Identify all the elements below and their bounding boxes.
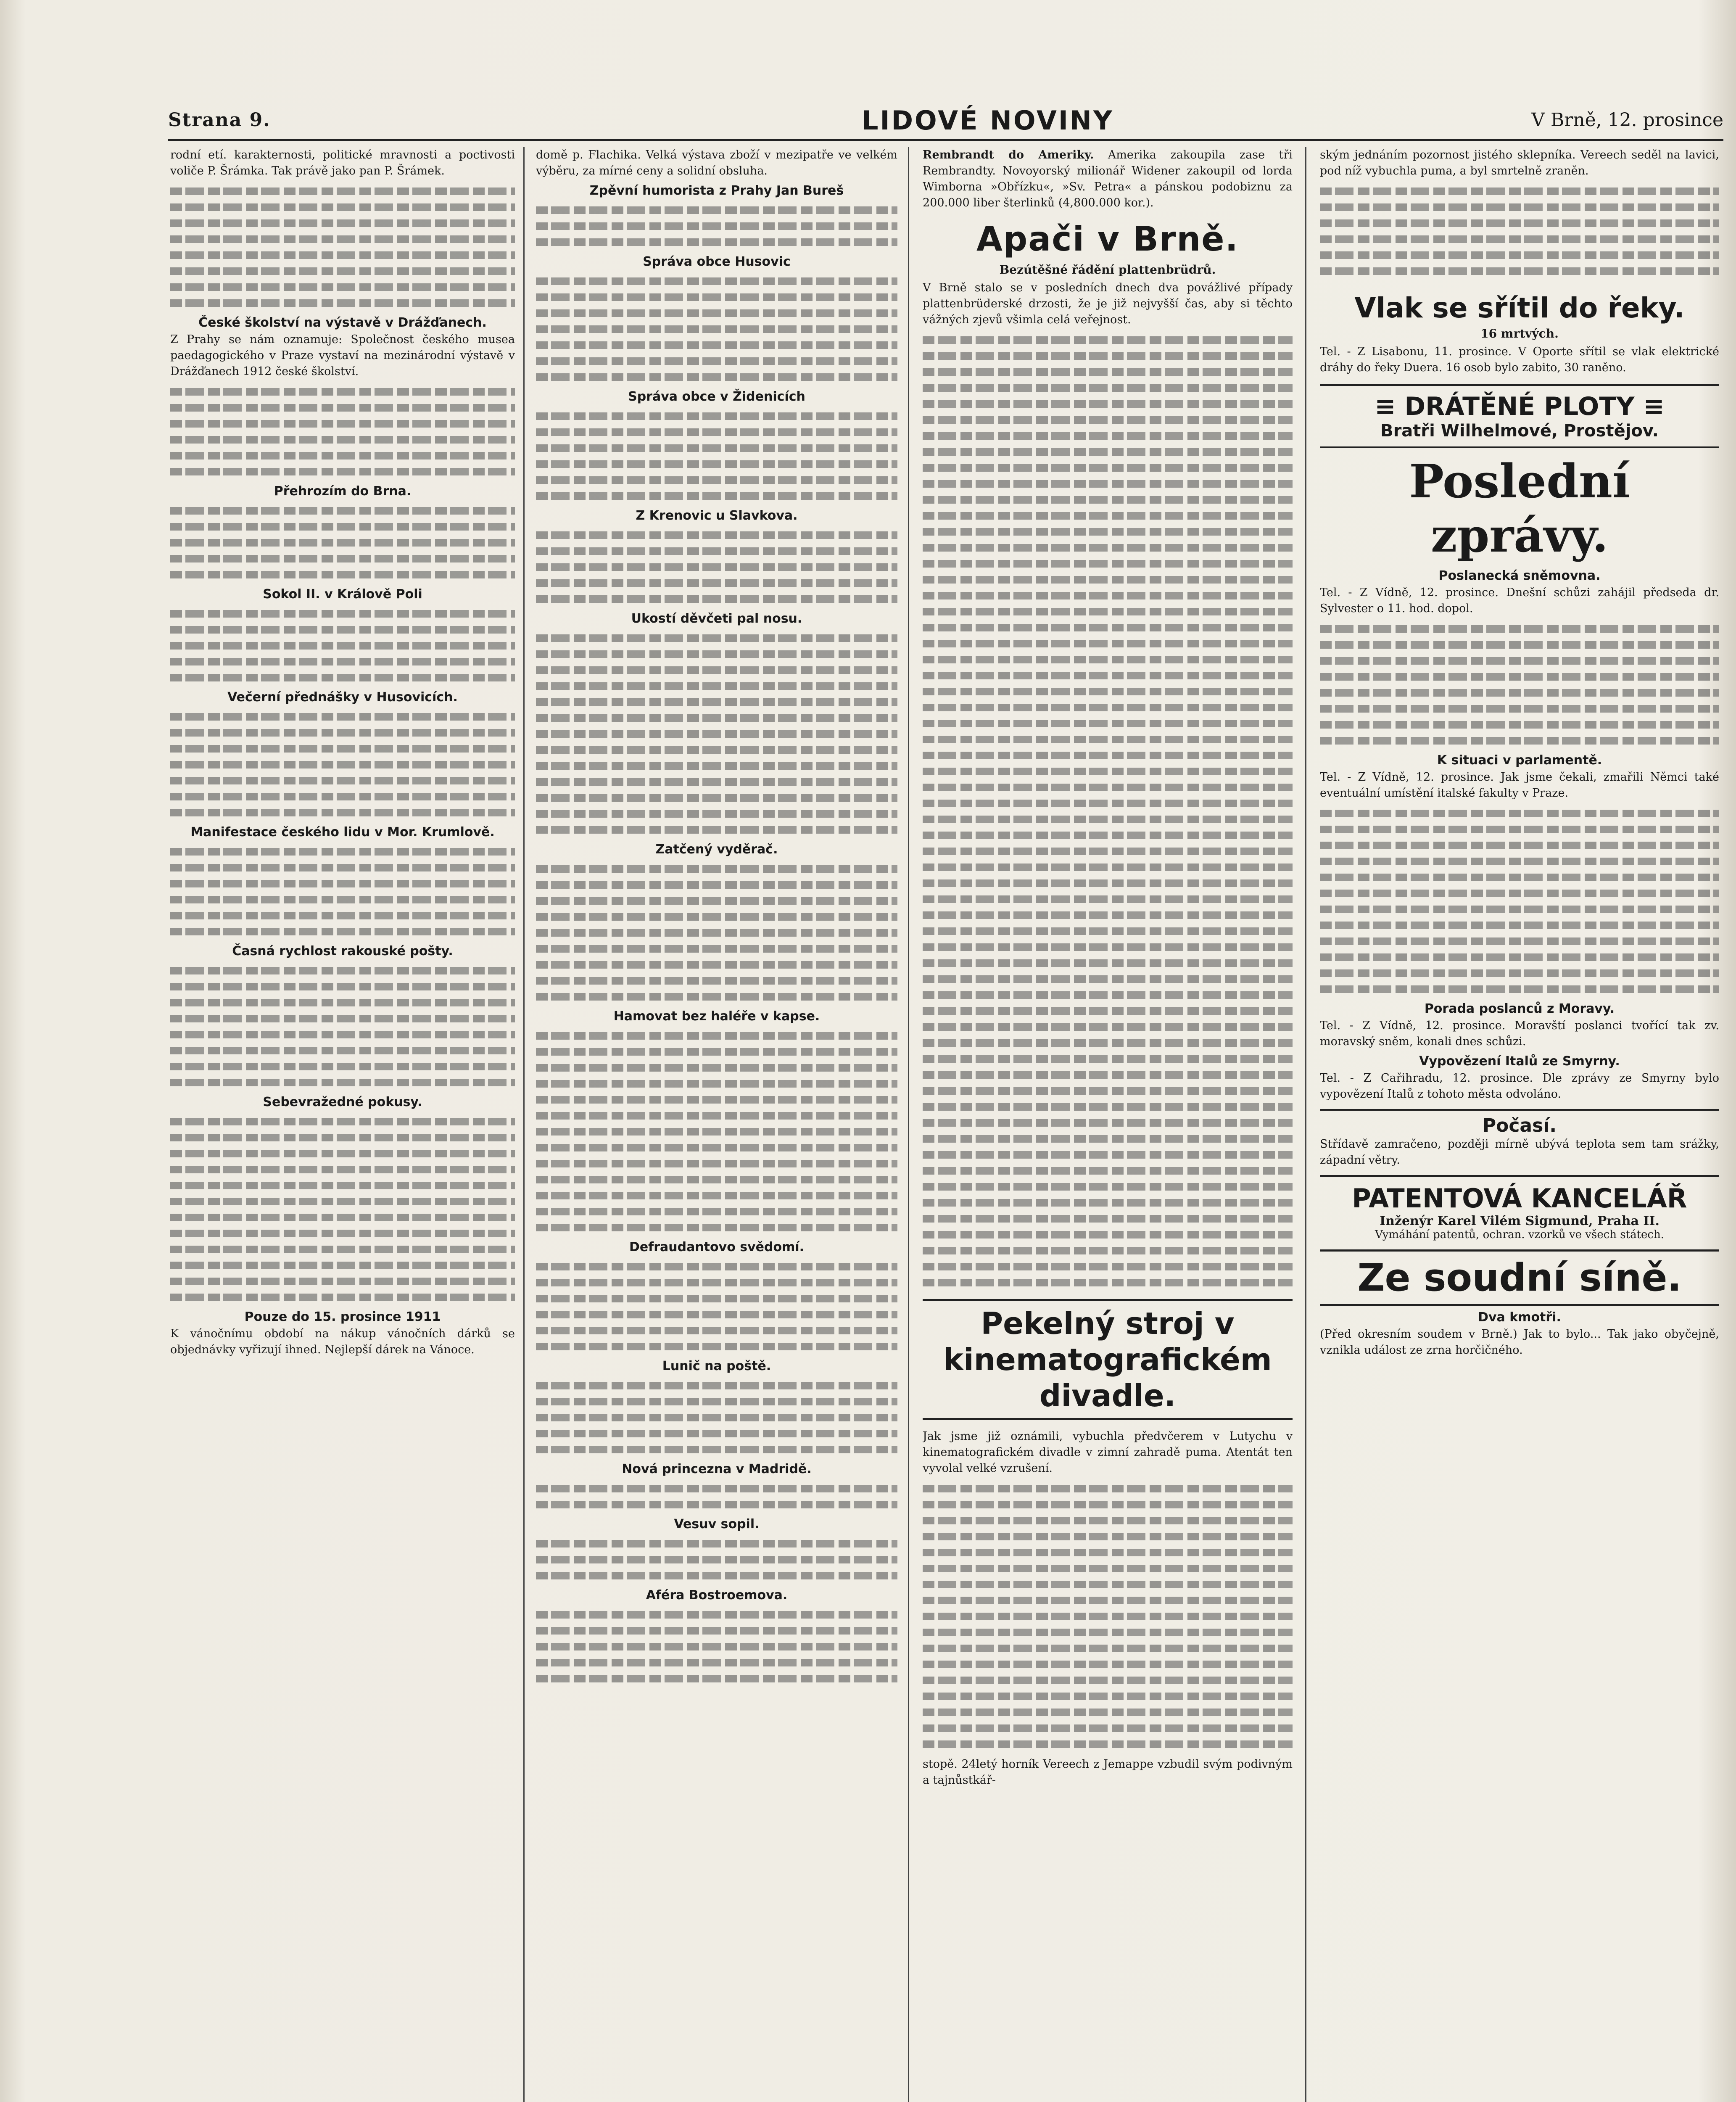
- headline: Apači v Brně.: [976, 219, 1239, 259]
- text-lines: [536, 1263, 897, 1350]
- advertisement-title: ≡ DRÁTĚNÉ PLOTY ≡: [1320, 384, 1719, 421]
- weather-text: Střídavě zamračeno, později mírně ubývá teplota sem tam srážky, západní větry.: [1320, 1138, 1719, 1167]
- column-3: [923, 147, 1293, 2102]
- article-text: Tel. - Z Vídně, 12. prosince. Moravští poslanci tvořící tak zv. moravský sněm, konali dnes schůzi.: [1320, 1019, 1719, 1048]
- newspaper-title: LIDOVÉ NOVINY: [862, 105, 1114, 136]
- column-4: [1320, 147, 1719, 2102]
- article-heading: Nová princezna v Madridě.: [622, 1462, 812, 1476]
- article-text: [923, 147, 1293, 211]
- article-heading: Z Krenovic u Slavkova.: [636, 508, 798, 523]
- article-text: V Brně stalo se v posledních dnech dva povážlivé případy plattenbrüderské drzosti, že je již nejvyšší čas, aby si těchto vážných zjevů všimla celá veřejnost.: [923, 281, 1293, 326]
- text-lines: [170, 967, 515, 1086]
- article-heading: Časná rychlost rakouské pošty.: [232, 944, 453, 959]
- advertisement-title: PATENTOVÁ KANCELÁŘ: [1320, 1175, 1719, 1214]
- column-2: [536, 147, 897, 2102]
- article-text: Tel. - Z Vídně, 12. prosince. Dnešní schůzi zahájil předseda dr. Sylvester o 11. hod. dopol.: [1320, 586, 1719, 615]
- text-lines: [170, 388, 515, 475]
- article-text: Z Prahy se nám oznamuje: Společnost českého musea paedagogického v Praze vystaví na mezinárodní výstavě v Drážďanech 1912 české školství.: [170, 333, 515, 378]
- text-lines: [536, 412, 897, 500]
- text-lines: [170, 848, 515, 935]
- article-text: ským jednáním pozornost jistého sklepníka. Vereech seděl na lavici, pod níž vybuchla puma, a byl smrtelně zraněn.: [1320, 148, 1719, 177]
- subheadline: Bezútěšné řádění plattenbrüdrů.: [999, 263, 1216, 277]
- article-text: Jak jsme již oznámili, vybuchla předvčerem v Lutychu v kinematografickém divadle v zimní zahradě puma. Atentát ten vyvolal velké vzrušení.: [923, 1430, 1293, 1475]
- article-heading: Přehrozím do Brna.: [274, 484, 412, 499]
- section-title: Poslední zprávy.: [1409, 454, 1630, 562]
- article-heading: Vesuv sopil.: [674, 1517, 760, 1532]
- article-heading: Zatčený vyděrač.: [655, 842, 778, 857]
- article-heading: Hamovat bez haléře v kapse.: [613, 1009, 820, 1024]
- text-lines: [536, 1485, 897, 1508]
- text-lines: [170, 507, 515, 578]
- subheadline: 16 mrtvých.: [1480, 327, 1559, 341]
- column-divider: [523, 147, 525, 2102]
- article-heading: Sebevražedné pokusy.: [263, 1095, 422, 1109]
- headline-box: [923, 1299, 1293, 1420]
- text-lines: [170, 187, 515, 307]
- article-heading: Správa obce Husovic: [643, 254, 791, 269]
- article-heading: Poslanecká sněmovna.: [1438, 568, 1601, 583]
- article-heading: Manifestace českého lidu v Mor. Krumlově.: [190, 825, 495, 840]
- article-heading: Aféra Bostroemova.: [646, 1588, 788, 1603]
- text-lines: [923, 336, 1293, 1286]
- weather-heading: Počasí.: [1320, 1109, 1719, 1136]
- article-heading: K situaci v parlamentě.: [1437, 753, 1602, 768]
- article-heading: Lunič na poště.: [662, 1359, 771, 1373]
- article-text: rodní etí. karakternosti, politické mravnosti a poctivosti voliče P. Šrámka. Tak právě jako pan P. Šrámek.: [170, 148, 515, 177]
- article-text: domě p. Flachika. Velká výstava zboží v mezipatře ve velkém výběru, za mírné ceny a solidní obsluha.: [536, 148, 897, 177]
- article-heading: Sokol II. v Králově Poli: [263, 587, 422, 602]
- advertisement-company: Bratři Wilhelmové, Prostějov.: [1320, 421, 1719, 448]
- article-text: Tel. - Z Lisabonu, 11. prosince. V Oporte sřítil se vlak elektrické dráhy do řeky Duera. 16 osob bylo zabito, 30 raněno.: [1320, 345, 1719, 374]
- article-text: stopě. 24letý horník Vereech z Jemappe vzbudil svým podivným a tajnůstkář-: [923, 1758, 1293, 1787]
- text-lines: [536, 1540, 897, 1579]
- article-text: Tel. - Z Vídně, 12. prosince. Jak jsme čekali, zmařili Němci také eventuální umístění italské fakulty v Praze.: [1320, 771, 1719, 800]
- article-text: Amerika zakoupila zase tři Rembrandty. Novoyorský milionář Widener zakoupil od lorda Wimborna »Obřízku«, »Sv. Petra« a pánskou podobiznu za 200.000 liber šterlinků (4,800.000 kor.).: [923, 148, 1293, 209]
- article-heading: Dva kmotři.: [1478, 1310, 1561, 1325]
- article-heading: Ukostí děvčeti pal nosu.: [631, 611, 802, 626]
- headline: Vlak se sřítil do řeky.: [1354, 292, 1685, 324]
- article-heading: Porada poslanců z Moravy.: [1424, 1001, 1615, 1016]
- text-lines: [536, 634, 897, 834]
- article-heading: Defraudantovo svědomí.: [629, 1240, 805, 1254]
- text-lines: [536, 277, 897, 381]
- text-lines: [1320, 810, 1719, 993]
- text-lines: [536, 206, 897, 246]
- advertisement-name: Inženýr Karel Vilém Sigmund, Praha II.: [1380, 1214, 1659, 1228]
- text-lines: [536, 531, 897, 603]
- article-text: (Před okresním soudem v Brně.) Jak to bylo... Tak jako obyčejně, vznikla událost ze zrna horčičného.: [1320, 1328, 1719, 1357]
- text-lines: [1320, 187, 1719, 275]
- text-lines: [170, 1118, 515, 1301]
- column-1: [170, 147, 515, 2102]
- article-text: K vánočnímu období na nákup vánočních dárků se objednávky vyřizují ihned. Nejlepší dárek na Vánoce.: [170, 1327, 515, 1356]
- section-title: Ze soudní síně.: [1320, 1249, 1719, 1306]
- text-lines: [1320, 625, 1719, 745]
- article-heading: České školství na výstavě v Drážďanech.: [198, 315, 487, 330]
- issue-date: V Brně, 12. prosince: [1531, 109, 1723, 131]
- article-heading: Zpěvní humorista z Prahy Jan Bureš: [589, 183, 844, 198]
- headline: Pekelný stroj v kinematografickém divadle.: [943, 1306, 1272, 1413]
- masthead: [168, 105, 1723, 141]
- article-heading: Rembrandt do Ameriky.: [923, 148, 1094, 161]
- article-heading: Správa obce v Židenicích: [628, 389, 805, 404]
- text-lines: [170, 713, 515, 816]
- article-heading: Pouze do 15. prosince 1911: [244, 1310, 441, 1324]
- article-heading: Vypovězení Italů ze Smyrny.: [1419, 1054, 1620, 1069]
- article-heading: Večerní přednášky v Husovicích.: [227, 690, 458, 705]
- text-lines: [536, 1382, 897, 1453]
- text-lines: [536, 865, 897, 1001]
- text-lines: [536, 1611, 897, 1682]
- text-lines: [536, 1032, 897, 1231]
- column-divider: [908, 147, 909, 2102]
- text-lines: [170, 610, 515, 681]
- column-divider: [1305, 147, 1306, 2102]
- advertisement-text: Vymáhání patentů, ochran. vzorků ve všech státech.: [1375, 1228, 1664, 1241]
- article-text: Tel. - Z Cařihradu, 12. prosince. Dle zprávy ze Smyrny bylo vypovězení Italů z tohoto města odvoláno.: [1320, 1072, 1719, 1101]
- text-lines: [923, 1485, 1293, 1748]
- page-number: Strana 9.: [168, 109, 271, 131]
